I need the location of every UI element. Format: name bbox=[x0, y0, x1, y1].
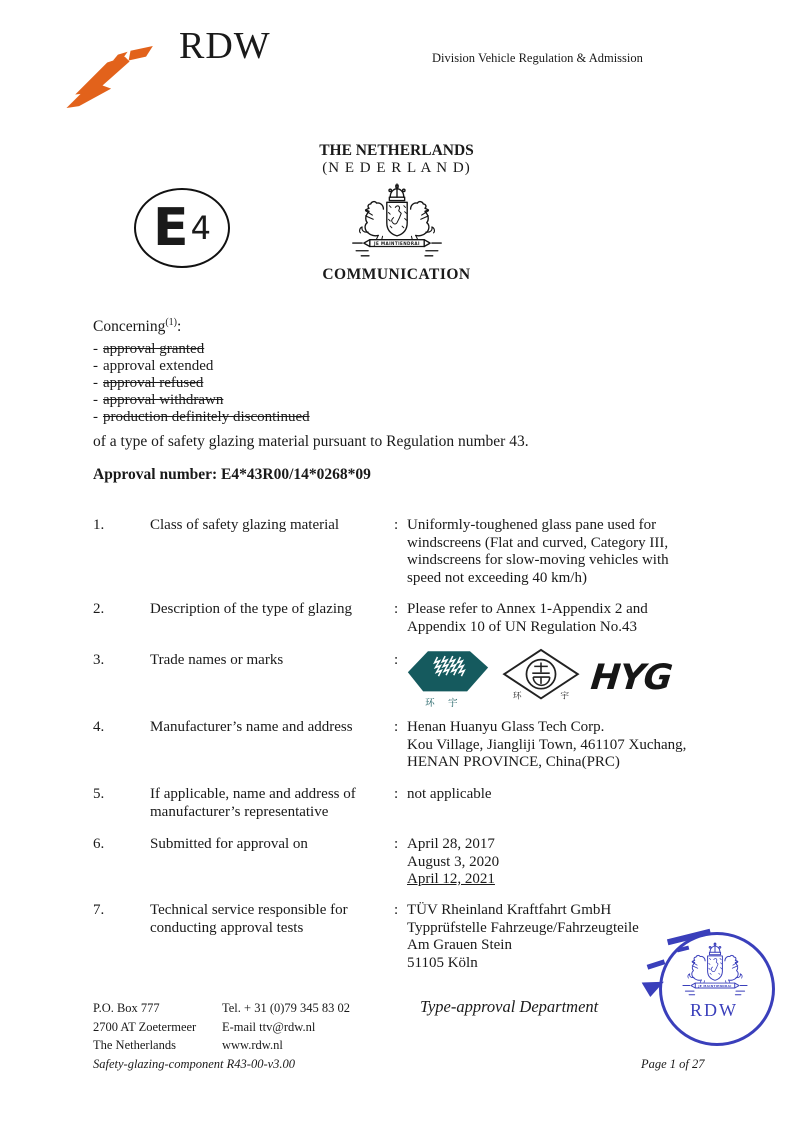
subject-line: of a type of safety glazing material pursuant to Regulation number 43. bbox=[93, 433, 529, 450]
list-item: - approval withdrawn bbox=[93, 392, 224, 408]
footnote-ref: (1) bbox=[165, 317, 177, 328]
footer-contact: Tel. + 31 (0)79 345 83 02 E-mail ttv@rdw.nl www.rdw.nl bbox=[222, 1001, 351, 1052]
rdw-wordmark: RDW bbox=[179, 25, 271, 67]
document-reference: Safety-glazing-component R43-00-v3.00 bbox=[93, 1057, 296, 1071]
approval-number: Approval number: E4*43R00/14*0268*09 bbox=[93, 466, 371, 483]
underlined-date: April 12, 2021 bbox=[407, 871, 495, 887]
division-title: Division Vehicle Regulation & Admission bbox=[432, 51, 643, 65]
country-native-title: (N E D E R L A N D) bbox=[322, 160, 471, 176]
coat-motto: JE MAINTIENDRAI bbox=[374, 240, 420, 246]
stamp-motto: JE MAINTIENDRAI bbox=[698, 983, 732, 988]
e4-approval-mark bbox=[134, 188, 230, 268]
list-item: - production definitely discontinued bbox=[93, 409, 310, 425]
diamond-mark-caption-left: 环 bbox=[512, 691, 522, 702]
document-page: RDW Division Vehicle Regulation & Admission THE NETHERLANDS (N E D E R L A N D) E 4 JE MAINTIENDRAI COMMUNICATION Concerning$^{(1)}$: - approval granted - approval extended - approval refused - approval withdrawn - production definitely discontinued of a type of safety glazing material pursuant to Regulation number 43. Approval number: E4*43R00/14*0268*09 1. Class of safety glazing material : Uniformly-toughened glass pane used for windscreens (Flat and curved, Category III, windscreens for slow-moving vehicles with speed not exceeding 40 km/h) 2. Description of the type of glazing : Please refer to Annex 1-Appendix 2 and Appendix 10 of UN Regulation No.43 3. Trade names or marks : 环宇 环 宇 HYG 4. Manufacturer’s name and address : Henan Huanyu Glass Tech Corp. Kou Village, Jiangliji Town, 461107 Xuchang, HENAN PROVINCE, China(PRC) 5. If applicable, name and address of manufacturer’s representative : not applicable 6. Submitted for approval on : April 28, 2017 August 3, 2020 April 12, 2021 7. Technical service responsible for conducting approval tests : TÜV Rheinland Kraftfahrt GmbH Typprüfstelle Fahrzeuge/Fahrzeugteile Am Grauen Stein 51105 Köln P.O. Box 777 2700 AT Zoetermeer The Netherlands Tel. + 31 (0)79 345 83 02 E-mail ttv@rdw.nl www.rdw.nl Type-approval Department Safety-glazing-component R43-00-v3.00 Page 1 of 27 JE MAINTIENDRAI RDW bbox=[0, 0, 793, 1122]
department-signature-line: Type-approval Department bbox=[420, 997, 599, 1016]
stamp-coat-of-arms-icon bbox=[678, 941, 752, 998]
hyg-wordmark: HYG bbox=[588, 658, 674, 698]
list-item: - approval granted bbox=[93, 341, 205, 357]
stamp-org-text: RDW bbox=[690, 1000, 738, 1020]
rdw-approval-stamp bbox=[645, 928, 781, 1054]
concerning-label: Concerning$^{(1)}$: bbox=[93, 317, 182, 336]
huanyu-hexagon-mark-icon bbox=[405, 648, 491, 710]
trade-marks-group bbox=[405, 648, 674, 710]
list-item: - approval refused bbox=[93, 375, 204, 391]
page-number: Page 1 of 27 bbox=[641, 1057, 705, 1071]
e-mark-digit: 4 bbox=[190, 209, 211, 247]
country-title: THE NETHERLANDS bbox=[319, 142, 474, 159]
hexagon-mark-caption: 环宇 bbox=[425, 697, 471, 709]
communication-heading: COMMUNICATION bbox=[322, 266, 471, 283]
list-item: - approval extended bbox=[93, 358, 214, 374]
huanyu-diamond-mark-icon bbox=[500, 648, 582, 710]
netherlands-coat-of-arms-icon bbox=[346, 182, 448, 260]
e-mark-letter: E bbox=[153, 198, 189, 258]
concerning-options-list bbox=[93, 341, 310, 426]
rdw-wing-logo-icon bbox=[66, 44, 164, 110]
footer-address: P.O. Box 777 2700 AT Zoetermeer The Netherlands bbox=[93, 1001, 197, 1052]
diamond-mark-caption-right: 宇 bbox=[560, 691, 570, 702]
